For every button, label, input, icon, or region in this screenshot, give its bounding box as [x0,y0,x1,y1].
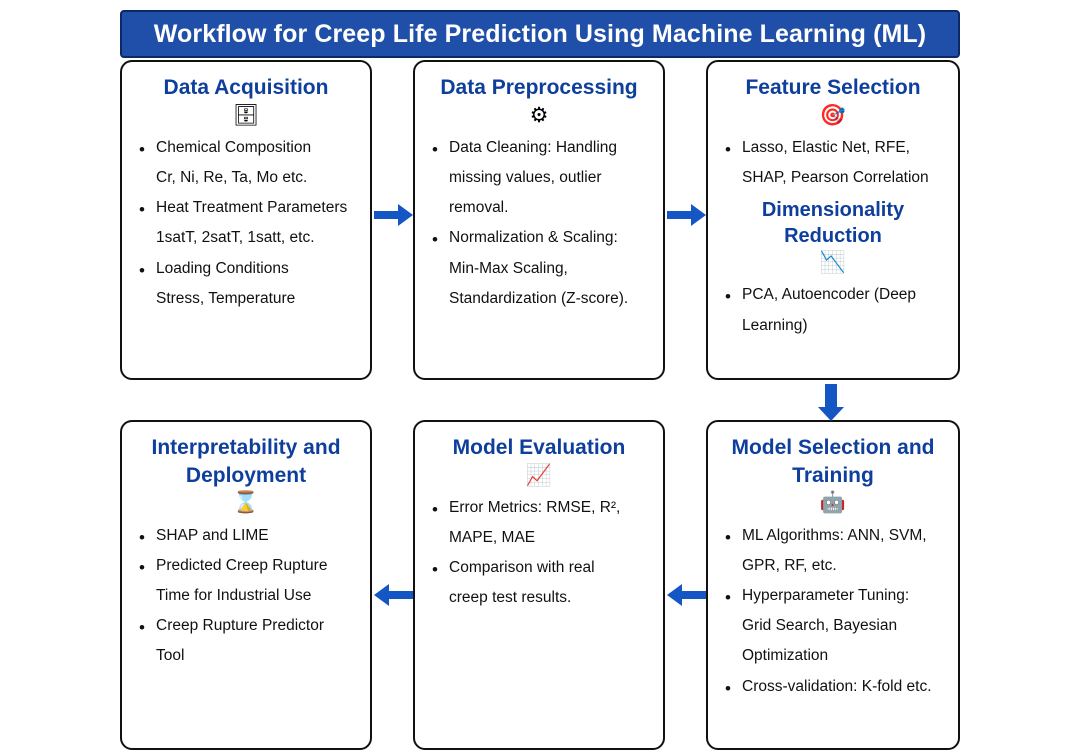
card-model-evaluation [413,420,665,750]
bullet-list [722,521,944,702]
page-title: Workflow for Creep Life Prediction Using Machine Learning (ML) [153,19,927,48]
gear-icon: ⚙ [529,103,549,127]
arrow-left-icon [667,582,707,608]
list-item [429,553,649,613]
bullet-sub: MAPE, MAE [449,529,536,547]
card-heading: Feature Selection [745,76,921,99]
bullet-main: • Loading Conditions [156,259,289,277]
robot-icon: 🤖 [819,491,847,515]
bullet-sub-2: removal. [449,199,509,217]
bullet-main: • ML Algorithms: ANN, SVM, [742,526,927,544]
bullet-main: • Creep Rupture Predictor [156,617,324,635]
list-item [722,280,944,340]
bullet-main: • Cross-validation: K-fold etc. [742,677,932,695]
bullet-sub: Time for Industrial Use [156,586,312,604]
bullet-sub-2: Standardization (Z-score). [449,289,629,307]
list-item [722,133,944,193]
bullet-main: • Predicted Creep Rupture [156,556,328,574]
card-interpretability-deployment [120,420,372,750]
card-subheading: Dimensionality Reduction [761,199,905,248]
bullet-main: • Data Cleaning: Handling [449,138,618,156]
card-feature-selection [706,60,960,380]
card-heading: Data Acquisition [163,76,329,99]
list-item [722,581,944,672]
diagram-title-banner [120,10,960,58]
arrow-left-icon [374,582,414,608]
list-item [429,493,649,553]
hourglass-icon: ⌛ [232,491,260,515]
card-heading: Interpretability and Deployment [151,436,341,487]
bullet-sub: Tool [156,647,185,665]
card-heading: Model Evaluation [452,436,626,459]
bullet-main: • Normalization & Scaling: [449,229,618,247]
arrow-right-icon [374,202,414,228]
bullet-list [722,133,944,193]
list-item [722,672,944,702]
card-data-preprocessing [413,60,665,380]
list-item [136,611,356,671]
bullet-list [136,133,356,314]
bullet-list [429,133,649,314]
bullet-main: • Lasso, Elastic Net, RFE, [742,138,910,156]
bullet-sub: Learning) [742,316,808,334]
chart-decreasing-icon: 📉 [819,251,847,275]
bullet-main: • Comparison with real [449,559,595,577]
card-heading: Model Selection and Training [731,436,935,487]
bullet-sub: 1satT, 2satT, 1satt, etc. [156,229,315,247]
bullet-sub: Min-Max Scaling, [449,259,568,277]
chart-increasing-icon: 📈 [525,463,553,487]
bullet-main: • SHAP and LIME [156,526,269,544]
bullet-main: • Error Metrics: RMSE, R², [449,498,621,516]
card-model-selection-training [706,420,960,750]
bullet-sub: creep test results. [449,589,572,607]
bullet-list [136,521,356,672]
arrow-down-icon [816,384,846,422]
bullet-main: • Hyperparameter Tuning: [742,586,910,604]
bullet-main: • Chemical Composition [156,138,312,156]
bullet-main: • PCA, Autoencoder (Deep [742,286,917,304]
list-item [136,193,356,253]
target-icon: 🎯 [819,103,847,127]
bullet-sub-2: Optimization [742,647,829,665]
list-item [136,133,356,193]
bullet-sub: Grid Search, Bayesian [742,617,898,635]
bullet-sub: Stress, Temperature [156,289,296,307]
list-item [429,223,649,314]
database-stack-icon: 🗄 [232,103,260,127]
list-item [136,551,356,611]
bullet-list [429,493,649,614]
list-item [136,521,356,551]
list-item [722,521,944,581]
bullet-sub: missing values, outlier [449,169,602,187]
bullet-main: • Heat Treatment Parameters [156,199,348,217]
card-heading: Data Preprocessing [440,76,638,99]
bullet-list-2 [722,280,944,340]
list-item [136,254,356,314]
card-data-acquisition [120,60,372,380]
list-item [429,133,649,224]
arrow-right-icon [667,202,707,228]
bullet-sub: SHAP, Pearson Correlation [742,169,929,187]
bullet-sub: GPR, RF, etc. [742,556,837,574]
bullet-sub: Cr, Ni, Re, Ta, Mo etc. [156,169,308,187]
